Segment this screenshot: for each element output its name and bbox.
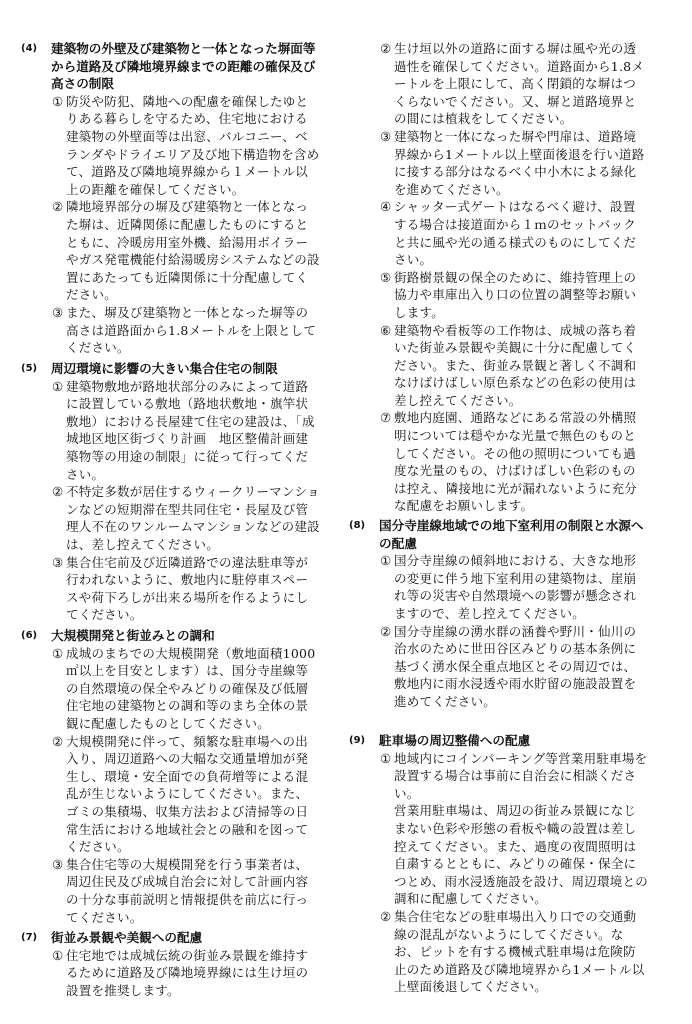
item-text: 敷地内庭園、通路などにある常設の外構照明については穏やかな光量で無色のものとしてください。その他の照明についても過度な光量のもの、けばけばしい色彩のものは控え、隣接地に光が漏れないように充分な配慮をお願いします。 <box>394 410 638 514</box>
item-marker: ③ <box>380 128 392 144</box>
item-marker: ② <box>52 484 64 500</box>
list-item <box>349 269 648 322</box>
section-number: (6) <box>21 630 38 641</box>
section-7-continued <box>349 40 671 515</box>
item-marker: ① <box>380 553 392 569</box>
item-marker: ② <box>52 199 64 215</box>
section-title: 大規模開発と街並みとの調和 <box>51 628 215 643</box>
list-item <box>21 93 320 199</box>
section-7 <box>21 929 343 999</box>
item-text: 大規模開発に伴って、頻繁な駐車場への出入り、周辺道路への大幅な交通量増加が発生し、環境・安全面での負荷増等による混乱が生じないようにしてください。また、ゴミの集積場、収集方法および清掃等の日常生活における地域社会との融和を図ってください。 <box>66 733 309 855</box>
list-item <box>21 947 320 1000</box>
item-marker: ② <box>380 908 392 924</box>
section-number: (7) <box>21 932 38 943</box>
item-text: 集合住宅などの駐車場出入り口での交通動線の混乱がないようにしてください。なお、ピットを有する機械式駐車場は危険防止のため道路及び隣地境界から1メートル以上壁面後退してください。 <box>394 908 645 995</box>
item-marker: ② <box>52 733 64 749</box>
item-list <box>21 378 343 624</box>
section-5 <box>21 360 343 624</box>
list-item <box>21 304 320 357</box>
item-marker: ⑥ <box>380 322 392 338</box>
section-title: 駐車場の周辺整備への配慮 <box>379 733 531 748</box>
list-item <box>349 623 648 711</box>
list-item <box>349 552 648 622</box>
item-text: 集合住宅等の大規模開発を行う事業者は、周辺住民及び成城自治会に対して計画内容の十分な事前説明と情報提供を前広に行ってください。 <box>66 856 309 925</box>
item-text: 営業用駐車場は、周辺の街並み景観になじまない色彩や形態の看板や幟の設置は差し控えてください。また、過度の夜間照明は自粛するとともに、みどりの確保・保全につとめ、雨水浸透施設を設け、周辺環境との調和に配慮してください。 <box>394 803 649 907</box>
item-text: 生け垣以外の道路に面する塀は風や光の透過性を確保してください。道路面から1.8メートルを上限にして、高く閉鎖的な塀はつくらないでください。又、塀と道路境界との間には植栽をしてください。 <box>394 41 645 127</box>
item-marker: ② <box>380 41 392 56</box>
item-text: 建築物敷地が路地状部分のみによって道路に設置している敷地（路地状敷地・旗竿状敷地）における長屋建て住宅の建設は、「成城地区地区街づくり計画 地区整備計画建築物等の用途の制限」に従って行ってください。 <box>66 378 315 482</box>
item-text: 建築物や看板等の工作物は、成城の落ち着いた街並み景観や美観に十分に配慮してください。また、街並み景観と著しく不調和なけばけばしい原色系などの色彩の使用は差し控えてください。 <box>394 322 637 408</box>
section-9 <box>349 732 671 996</box>
item-marker: ③ <box>52 856 64 872</box>
item-text: 防災や防犯、隣地への配慮を確保したゆとりある暮らしを守るため、住宅地における建築物の外壁面等は出窓、バルコニー、ベランダやドライエリア及び地下構造物を含めて、道路及び隣地境界線から１メートル以上の距離を確保してください。 <box>66 93 320 197</box>
item-marker: ① <box>52 947 64 963</box>
section-heading <box>21 360 343 378</box>
section-number: (9) <box>349 735 366 746</box>
list-item <box>349 40 648 128</box>
item-text: 地域内にコインパーキング等営業用駐車場を設置する場合は事前に自治会に相談ください。 <box>394 750 648 801</box>
section-8 <box>349 517 671 711</box>
list-item <box>349 750 648 908</box>
item-list <box>349 552 671 710</box>
item-text: 不特定多数が居住するウィークリーマンションなどの短期滞在型共同住宅・長屋及び管理人不在のワンルームマンションなどの建設は、差し控えてください。 <box>66 484 320 552</box>
item-marker: ③ <box>52 554 64 570</box>
item-text: 集合住宅前及び近隣道路での違法駐車等が行われないように、敷地内に駐停車スペースや荷下ろしが出来る場所を作るようにしてください。 <box>66 554 309 623</box>
item-marker: ⑦ <box>380 410 392 426</box>
section-title: 街並み景観や美観への配慮 <box>51 930 203 945</box>
list-item <box>349 908 648 996</box>
item-list <box>21 93 343 357</box>
item-marker: ① <box>52 378 64 394</box>
list-item <box>21 733 320 856</box>
list-item <box>21 378 320 484</box>
section-heading <box>349 517 671 552</box>
list-item <box>349 198 648 268</box>
item-text: 住宅地では成城伝統の街並み景観を維持するために道路及び隣地境界線には生け垣の設置を推奨します。 <box>66 947 309 998</box>
list-item <box>21 198 320 304</box>
list-item <box>349 409 648 515</box>
item-marker: ① <box>52 93 64 109</box>
item-text: 隣地境界部分の塀及び建築物と一体となった塀は、近隣関係に配慮したものにするとともに、冷暖房用室外機、給湯用ボイラーやガス発電機能付給湯暖房システムなどの設置にあたっても近隣関係に十分配慮してください。 <box>66 199 320 303</box>
section-title: 国分寺崖線地域での地下室利用の制限と水源への配慮 <box>379 518 644 551</box>
item-list <box>349 40 671 515</box>
item-marker: ⑤ <box>380 269 392 285</box>
list-item <box>21 554 320 624</box>
item-marker: ① <box>52 645 64 661</box>
item-text: 街路樹景観の保全のために、維持管理上の協力や車庫出入り口の位置の調整等お願いします。 <box>394 269 637 320</box>
list-item <box>349 128 648 198</box>
section-number: (8) <box>349 520 366 531</box>
item-text: 国分寺崖線の湧水群の涵養や野川・仙川の治水のために世田谷区みどりの基本条例に基づく湧水保全重点地区とその周辺では、敷地内に雨水浸透や雨水貯留の施設設置を進めてください。 <box>394 623 637 709</box>
item-marker: ① <box>380 750 392 766</box>
item-text: シャッター式ゲートはなるべく避け、設置する場合は接道面から１ｍのセットバックと共に風や光の通る様式のものにしてください。 <box>394 199 637 268</box>
item-marker: ④ <box>380 199 392 215</box>
list-item <box>21 645 320 733</box>
item-list <box>349 750 671 996</box>
item-text: 建築物と一体になった塀や門扉は、道路境界線から1メートル以上壁面後退を行い道路に接する部分はなるべく中小木による緑化を進めてください。 <box>394 128 645 197</box>
section-number: (4) <box>21 43 38 54</box>
item-text: また、塀及び建築物と一体となった塀等の高さは道路面から1.8メートルを上限としてください。 <box>66 304 317 356</box>
section-heading <box>21 929 343 947</box>
item-text: 国分寺崖線の傾斜地における、大きな地形の変更に伴う地下室利用の建築物は、崖崩れ等の災害や自然環境への影響が懸念されますので、差し控えてください。 <box>394 553 637 621</box>
item-marker: ② <box>380 623 392 639</box>
item-text: 成城のまちでの大規模開発（敷地面積1000㎡以上を目安とします）は、国分寺崖線等の自然環境の保全やみどりの確保及び低層住宅地の建築物との調和等のまち全体の景観に配慮したものとしてください。 <box>66 645 316 731</box>
section-heading <box>21 40 343 93</box>
item-list <box>21 947 343 1000</box>
item-list <box>21 645 343 927</box>
list-item <box>21 483 320 553</box>
section-heading <box>349 732 671 750</box>
item-marker: ③ <box>52 304 64 320</box>
section-number: (5) <box>21 363 38 374</box>
section-6 <box>21 627 343 926</box>
section-4 <box>21 40 343 357</box>
list-item <box>349 322 648 410</box>
section-heading <box>21 627 343 645</box>
list-item <box>21 856 320 926</box>
section-title: 建築物の外壁及び建築物と一体となった塀面等から道路及び隣地境界線までの距離の確保及び高さの制限 <box>51 41 316 92</box>
section-title: 周辺環境に影響の大きい集合住宅の制限 <box>51 361 278 376</box>
